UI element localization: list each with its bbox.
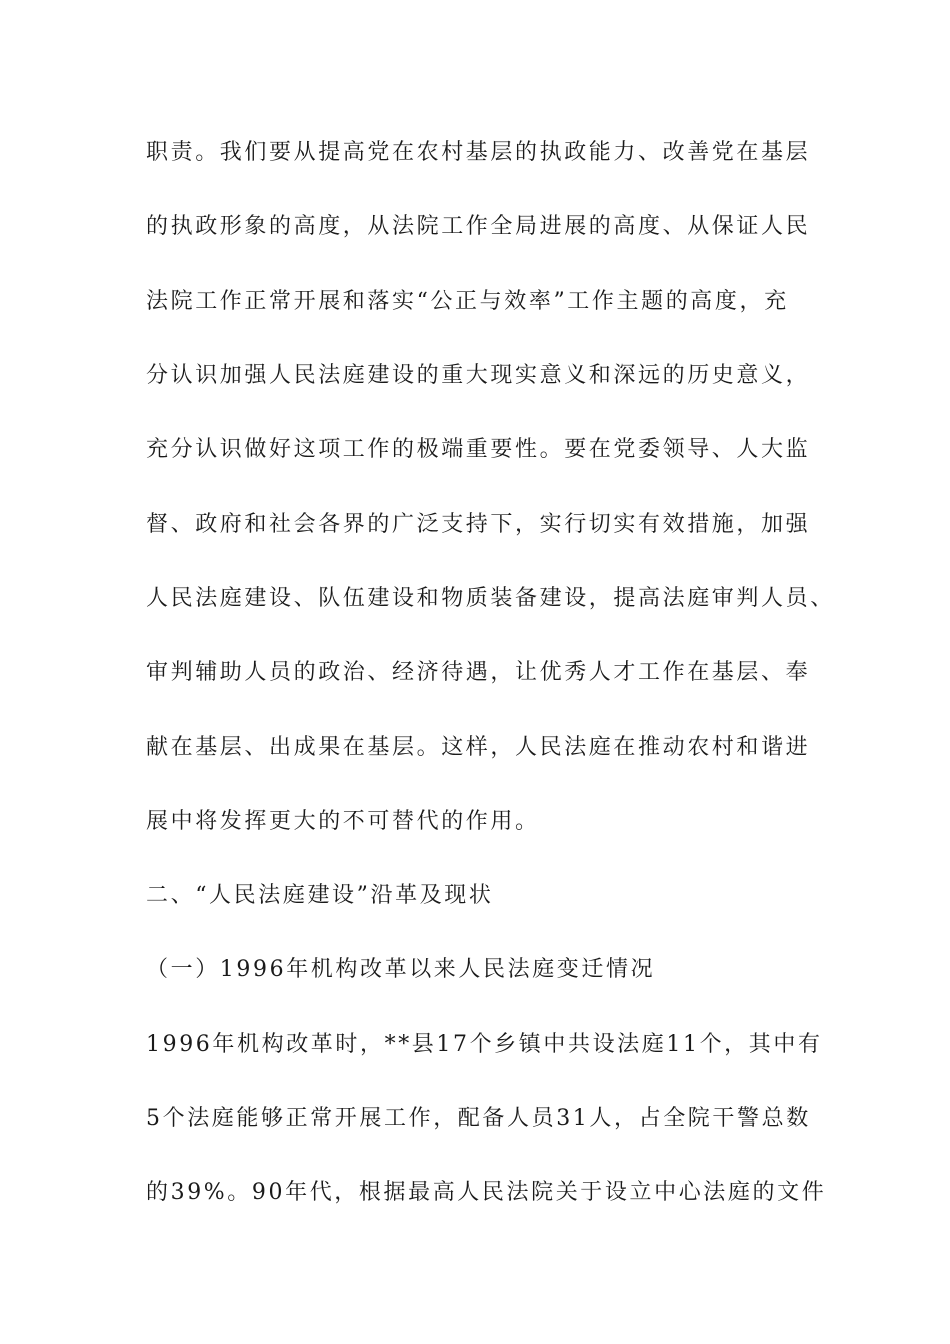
- paragraph-line: 的39%。90年代，根据最高人民法院关于设立中心法庭的文件: [146, 1180, 827, 1205]
- paragraph-line: 献在基层、出成果在基层。这样，人民法庭在推动农村和谐进: [146, 735, 811, 760]
- paragraph-line: 的执政形象的高度，从法院工作全局进展的高度、从保证人民: [146, 214, 811, 239]
- paragraph-line: 法院工作正常开展和落实“公正与效率”工作主题的高度，充: [146, 289, 789, 314]
- paragraph-line: 1996年机构改革时，**县17个乡镇中共设法庭11个，其中有: [146, 1032, 823, 1057]
- paragraph-line: 人民法庭建设、队伍建设和物质装备建设，提高法庭审判人员、: [146, 586, 835, 611]
- subsection-heading: （一）1996年机构改革以来人民法庭变迁情况: [146, 957, 656, 982]
- paragraph-line: 督、政府和社会各界的广泛支持下，实行切实有效措施，加强: [146, 512, 811, 537]
- paragraph-line: 5个法庭能够正常开展工作，配备人员31人，占全院干警总数: [146, 1106, 811, 1131]
- paragraph-line: 分认识加强人民法庭建设的重大现实意义和深远的历史意义，: [146, 363, 811, 388]
- paragraph-line: 展中将发挥更大的不可替代的作用。: [146, 809, 540, 834]
- section-heading: 二、“人民法庭建设”沿革及现状: [146, 883, 494, 908]
- paragraph-line: 充分认识做好这项工作的极端重要性。要在党委领导、人大监: [146, 437, 811, 462]
- paragraph-line: 职责。我们要从提高党在农村基层的执政能力、改善党在基层: [146, 140, 811, 165]
- paragraph-line: 审判辅助人员的政治、经济待遇，让优秀人才工作在基层、奉: [146, 660, 811, 685]
